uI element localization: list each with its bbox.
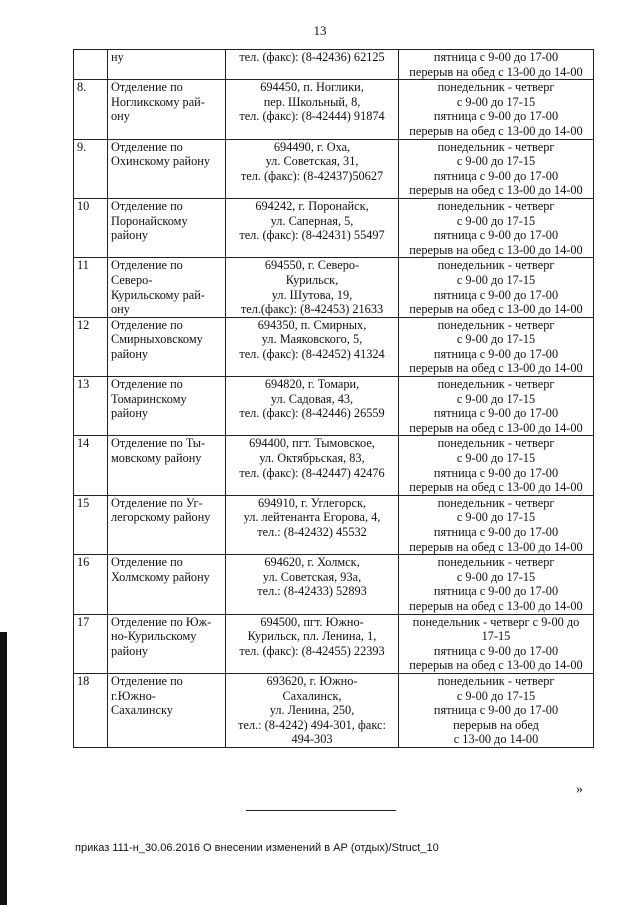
schedule-line: понедельник - четверг bbox=[437, 258, 555, 273]
schedule-line: понедельник - четверг с 9-00 до bbox=[412, 614, 580, 629]
address-cell bbox=[226, 436, 399, 495]
address-line: ул. Саперная, 5, bbox=[270, 213, 354, 228]
address-line: 494-303 bbox=[291, 732, 333, 747]
branch-name-line: Отделение по Уг- bbox=[111, 495, 203, 510]
schedule-line: перерыв на обед с 13-00 до 14-00 bbox=[409, 658, 583, 673]
name-cell bbox=[108, 436, 226, 495]
row-number-cell: 11 bbox=[74, 258, 108, 317]
row-number-cell: 12 bbox=[74, 317, 108, 376]
closing-quote: » bbox=[576, 782, 583, 797]
schedule-line: пятница с 9-00 до 17-00 bbox=[433, 703, 559, 718]
address-line: 694242, г. Поронайск, bbox=[255, 198, 369, 213]
branches-table bbox=[73, 49, 594, 748]
address-cell bbox=[226, 555, 399, 614]
address-line: тел.: (8-42433) 52893 bbox=[257, 584, 367, 599]
address-line: 694550, г. Северо- bbox=[264, 258, 360, 273]
row-number-cell: 14 bbox=[74, 436, 108, 495]
address-line: тел. (факс): (8-42447) 42476 bbox=[239, 465, 385, 480]
name-cell bbox=[108, 673, 226, 747]
address-line: тел. (факс): (8-42437)50627 bbox=[240, 168, 384, 183]
schedule-cell bbox=[399, 50, 594, 80]
schedule-line: понедельник - четверг bbox=[437, 139, 555, 154]
schedule-cell bbox=[399, 673, 594, 747]
name-cell bbox=[108, 317, 226, 376]
schedule-cell bbox=[399, 495, 594, 554]
table-row bbox=[74, 198, 594, 257]
branch-name-line: Отделение по Ты- bbox=[111, 436, 206, 451]
schedule-line: с 9-00 до 17-15 bbox=[456, 451, 536, 466]
schedule-line: перерыв на обед с 13-00 до 14-00 bbox=[409, 361, 583, 376]
branch-name-line: Отделение по bbox=[111, 198, 183, 213]
schedule-line: с 13-00 до 14-00 bbox=[453, 732, 539, 747]
branch-name-line: Холмскому району bbox=[111, 569, 210, 584]
schedule-cell bbox=[399, 555, 594, 614]
name-cell bbox=[108, 139, 226, 198]
branch-name-line: Охинскому району bbox=[111, 154, 210, 169]
schedule-line: с 9-00 до 17-15 bbox=[456, 154, 536, 169]
table-row bbox=[74, 673, 594, 747]
schedule-line: понедельник - четверг bbox=[437, 555, 555, 570]
branch-name-line: Отделение по bbox=[111, 80, 183, 95]
row-number-cell: 18 bbox=[74, 673, 108, 747]
address-line: ул. Садовая, 43, bbox=[270, 391, 354, 406]
row-number-cell: 16 bbox=[74, 555, 108, 614]
schedule-line: понедельник - четверг bbox=[437, 377, 555, 392]
schedule-line: перерыв на обед с 13-00 до 14-00 bbox=[409, 539, 583, 554]
address-line: ул. Шутова, 19, bbox=[271, 287, 353, 302]
branch-name-line: но-Курильскому bbox=[111, 629, 197, 644]
branch-name-line: Отделение по bbox=[111, 258, 183, 273]
row-number-cell bbox=[74, 50, 108, 80]
schedule-cell bbox=[399, 436, 594, 495]
schedule-line: пятница с 9-00 до 17-00 bbox=[433, 346, 559, 361]
address-line: 694500, пгт. Южно- bbox=[260, 614, 364, 629]
address-line: ул. Маяковского, 5, bbox=[261, 332, 363, 347]
address-cell bbox=[226, 495, 399, 554]
schedule-line: с 9-00 до 17-15 bbox=[456, 688, 536, 703]
branch-name-line: Ногликскому рай- bbox=[111, 94, 205, 109]
schedule-cell bbox=[399, 377, 594, 436]
name-cell bbox=[108, 377, 226, 436]
table-row bbox=[74, 317, 594, 376]
schedule-line: с 9-00 до 17-15 bbox=[456, 332, 536, 347]
address-line: ул. Октябрьская, 83, bbox=[259, 451, 365, 466]
schedule-line: пятница с 9-00 до 17-00 bbox=[433, 465, 559, 480]
table-row bbox=[74, 258, 594, 317]
address-line: 694820, г. Томари, bbox=[264, 377, 360, 392]
branch-name-line: району bbox=[111, 643, 149, 658]
name-cell bbox=[108, 495, 226, 554]
address-line: 693620, г. Южно- bbox=[266, 673, 358, 688]
schedule-line: перерыв на обед с 13-00 до 14-00 bbox=[409, 183, 583, 198]
address-line: Сахалинск, bbox=[282, 688, 342, 703]
address-cell bbox=[226, 258, 399, 317]
schedule-line: понедельник - четверг bbox=[437, 673, 555, 688]
branch-name-line: Отделение по Юж- bbox=[111, 614, 212, 629]
address-cell bbox=[226, 673, 399, 747]
schedule-line: перерыв на обед с 13-00 до 14-00 bbox=[409, 302, 583, 317]
branch-name-line: Томаринскому bbox=[111, 391, 187, 406]
address-line: тел. (факс): (8-42452) 41324 bbox=[239, 346, 385, 361]
name-cell bbox=[108, 80, 226, 139]
table-row bbox=[74, 80, 594, 139]
table-row bbox=[74, 495, 594, 554]
schedule-line: перерыв на обед с 13-00 до 14-00 bbox=[409, 480, 583, 495]
branch-name-line: Отделение по bbox=[111, 317, 183, 332]
schedule-line: перерыв на обед bbox=[453, 717, 539, 732]
branch-name-line: Смирныховскому bbox=[111, 332, 203, 347]
branch-name-line: району bbox=[111, 346, 149, 361]
name-cell bbox=[108, 50, 226, 80]
address-line: 694910, г. Углегорск, bbox=[257, 495, 367, 510]
schedule-line: понедельник - четверг bbox=[437, 80, 555, 95]
address-cell bbox=[226, 50, 399, 80]
branch-name-line: ону bbox=[111, 302, 130, 317]
address-line: тел.: (8-4242) 494-301, факс: bbox=[238, 717, 386, 732]
name-cell bbox=[108, 198, 226, 257]
schedule-line: пятница с 9-00 до 17-00 bbox=[433, 287, 559, 302]
branch-name-line: ну bbox=[111, 50, 124, 64]
scan-edge-bar bbox=[0, 632, 7, 905]
address-cell bbox=[226, 139, 399, 198]
address-line: тел. (факс): (8-42431) 55497 bbox=[239, 228, 385, 243]
branch-name-line: району bbox=[111, 228, 149, 243]
schedule-line: пятница с 9-00 до 17-00 bbox=[433, 525, 559, 539]
table-row bbox=[74, 377, 594, 436]
address-cell bbox=[226, 614, 399, 673]
schedule-line: перерыв на обед с 13-00 до 14-00 bbox=[409, 598, 583, 613]
name-cell bbox=[108, 258, 226, 317]
address-line: тел.: (8-42432) 45532 bbox=[257, 525, 367, 539]
address-line: Курильск, bbox=[285, 272, 339, 287]
address-line: тел. (факс): (8-42436) 62125 bbox=[239, 50, 385, 64]
branch-name-line: г.Южно- bbox=[111, 688, 156, 703]
name-cell bbox=[108, 555, 226, 614]
address-cell bbox=[226, 80, 399, 139]
schedule-cell bbox=[399, 258, 594, 317]
schedule-line: с 9-00 до 17-15 bbox=[456, 213, 536, 228]
schedule-line: перерыв на обед с 13-00 до 14-00 bbox=[409, 420, 583, 435]
branch-name-line: Отделение по bbox=[111, 555, 183, 570]
page-number: 13 bbox=[313, 23, 327, 38]
schedule-line: пятница с 9-00 до 17-00 bbox=[433, 584, 559, 599]
schedule-line: пятница с 9-00 до 17-00 bbox=[433, 50, 559, 64]
row-number-cell: 15 bbox=[74, 495, 108, 554]
row-number-cell: 10 bbox=[74, 198, 108, 257]
schedule-line: пятница с 9-00 до 17-00 bbox=[433, 109, 559, 124]
schedule-line: пятница с 9-00 до 17-00 bbox=[433, 643, 559, 658]
schedule-cell bbox=[399, 614, 594, 673]
branch-name-line: Сахалинску bbox=[111, 703, 173, 718]
address-line: ул. Ленина, 250, bbox=[269, 703, 355, 718]
branch-name-line: Отделение по bbox=[111, 673, 183, 688]
branch-name-line: Поронайскому bbox=[111, 213, 188, 228]
schedule-line: перерыв на обед с 13-00 до 14-00 bbox=[409, 64, 583, 79]
table-row bbox=[74, 139, 594, 198]
address-line: Курильск, пл. Ленина, 1, bbox=[247, 629, 377, 644]
schedule-line: понедельник - четверг bbox=[437, 198, 555, 213]
table-row bbox=[74, 436, 594, 495]
name-cell bbox=[108, 614, 226, 673]
schedule-line: понедельник - четверг bbox=[437, 495, 555, 510]
address-cell bbox=[226, 317, 399, 376]
branch-name-line: ону bbox=[111, 109, 130, 124]
branch-name-line: Северо- bbox=[111, 272, 153, 287]
schedule-cell bbox=[399, 80, 594, 139]
schedule-line: пятница с 9-00 до 17-00 bbox=[433, 168, 559, 183]
schedule-line: пятница с 9-00 до 17-00 bbox=[433, 228, 559, 243]
row-number-cell: 8. bbox=[74, 80, 108, 139]
address-line: тел. (факс): (8-42446) 26559 bbox=[239, 406, 385, 421]
address-line: тел. (факс): (8-42455) 22393 bbox=[239, 643, 385, 658]
row-number-cell: 9. bbox=[74, 139, 108, 198]
address-line: 694350, п. Смирных, bbox=[257, 317, 367, 332]
address-line: 694400, пгт. Тымовское, bbox=[249, 436, 375, 451]
schedule-cell bbox=[399, 139, 594, 198]
address-line: 694490, г. Оха, bbox=[273, 139, 351, 154]
schedule-line: с 9-00 до 17-15 bbox=[456, 94, 536, 109]
address-line: ул. Советская, 31, bbox=[265, 154, 359, 169]
address-cell bbox=[226, 377, 399, 436]
schedule-line: с 9-00 до 17-15 bbox=[456, 510, 536, 525]
branch-name-line: Отделение по bbox=[111, 139, 183, 154]
address-cell bbox=[226, 198, 399, 257]
address-line: ул. лейтенанта Егорова, 4, bbox=[243, 510, 381, 525]
footer-document-path: приказ 111-н_30.06.2016 О внесении изменений в АР (отдых)/Struct_10 bbox=[75, 842, 439, 854]
schedule-line: с 9-00 до 17-15 bbox=[456, 391, 536, 406]
branch-name-line: мовскому району bbox=[111, 451, 202, 466]
schedule-line: с 9-00 до 17-15 bbox=[456, 272, 536, 287]
row-number-cell: 13 bbox=[74, 377, 108, 436]
address-line: тел. (факс): (8-42444) 91874 bbox=[239, 109, 385, 124]
branch-name-line: Отделение по bbox=[111, 377, 183, 392]
schedule-line: перерыв на обед с 13-00 до 14-00 bbox=[409, 123, 583, 138]
address-line: ул. Советская, 93а, bbox=[262, 569, 362, 584]
table-row bbox=[74, 614, 594, 673]
schedule-line: понедельник - четверг bbox=[437, 317, 555, 332]
table-row bbox=[74, 555, 594, 614]
address-line: 694450, п. Ноглики, bbox=[260, 80, 364, 95]
branch-name-line: легорскому району bbox=[111, 510, 211, 525]
schedule-line: перерыв на обед с 13-00 до 14-00 bbox=[409, 242, 583, 257]
branch-name-line: району bbox=[111, 406, 149, 421]
schedule-line: 17-15 bbox=[481, 629, 511, 644]
schedule-line: с 9-00 до 17-15 bbox=[456, 569, 536, 584]
address-line: пер. Школьный, 8, bbox=[263, 94, 361, 109]
row-number-cell: 17 bbox=[74, 614, 108, 673]
schedule-line: пятница с 9-00 до 17-00 bbox=[433, 406, 559, 421]
address-line: 694620, г. Холмск, bbox=[264, 555, 360, 570]
table-row bbox=[74, 50, 594, 80]
address-line: тел.(факс): (8-42453) 21633 bbox=[240, 302, 384, 317]
branches-table-body bbox=[74, 50, 594, 748]
schedule-line: понедельник - четверг bbox=[437, 436, 555, 451]
schedule-cell bbox=[399, 198, 594, 257]
separator-line bbox=[246, 810, 396, 811]
branch-name-line: Курильскому рай- bbox=[111, 287, 205, 302]
schedule-cell bbox=[399, 317, 594, 376]
